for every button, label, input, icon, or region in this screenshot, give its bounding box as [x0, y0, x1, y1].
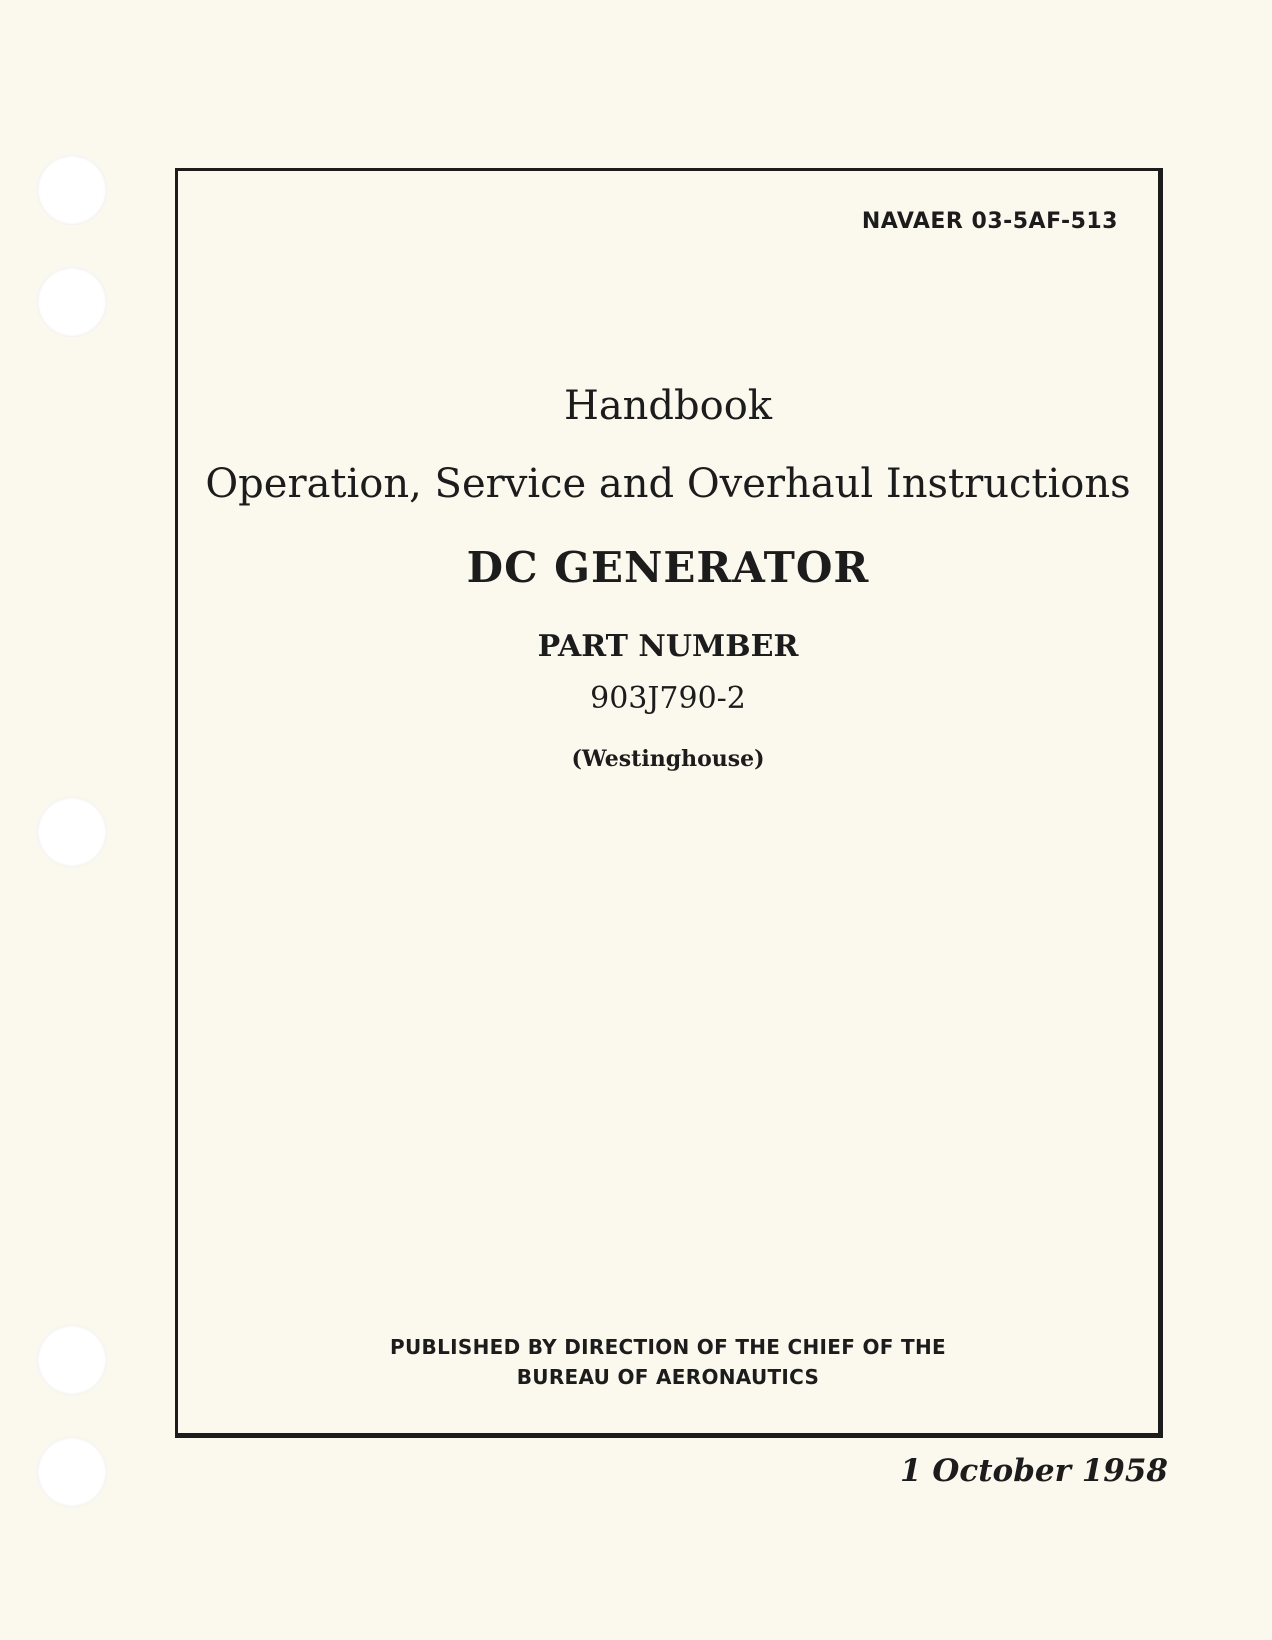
punch-hole-5: [37, 1437, 107, 1507]
punch-hole-1: [37, 155, 107, 225]
punch-hole-3: [37, 797, 107, 867]
part-number-value: 903J790-2: [590, 681, 746, 716]
publisher-line-2: BUREAU OF AERONAUTICS: [516, 1365, 820, 1389]
handbook-heading: Handbook: [563, 383, 773, 429]
document-number: NAVAER 03-5AF-513: [861, 209, 1118, 234]
part-number-label: PART NUMBER: [537, 629, 799, 664]
publication-date: 1 October 1958: [899, 1453, 1168, 1489]
publisher-line-1: PUBLISHED BY DIRECTION OF THE CHIEF OF THE: [390, 1335, 946, 1359]
manufacturer-name: (Westinghouse): [571, 746, 765, 772]
punch-hole-4: [37, 1325, 107, 1395]
product-title: DC GENERATOR: [466, 543, 870, 592]
cover-frame: [175, 168, 1163, 1438]
punch-hole-2: [37, 267, 107, 337]
document-subtitle: Operation, Service and Overhaul Instructions: [205, 461, 1131, 507]
